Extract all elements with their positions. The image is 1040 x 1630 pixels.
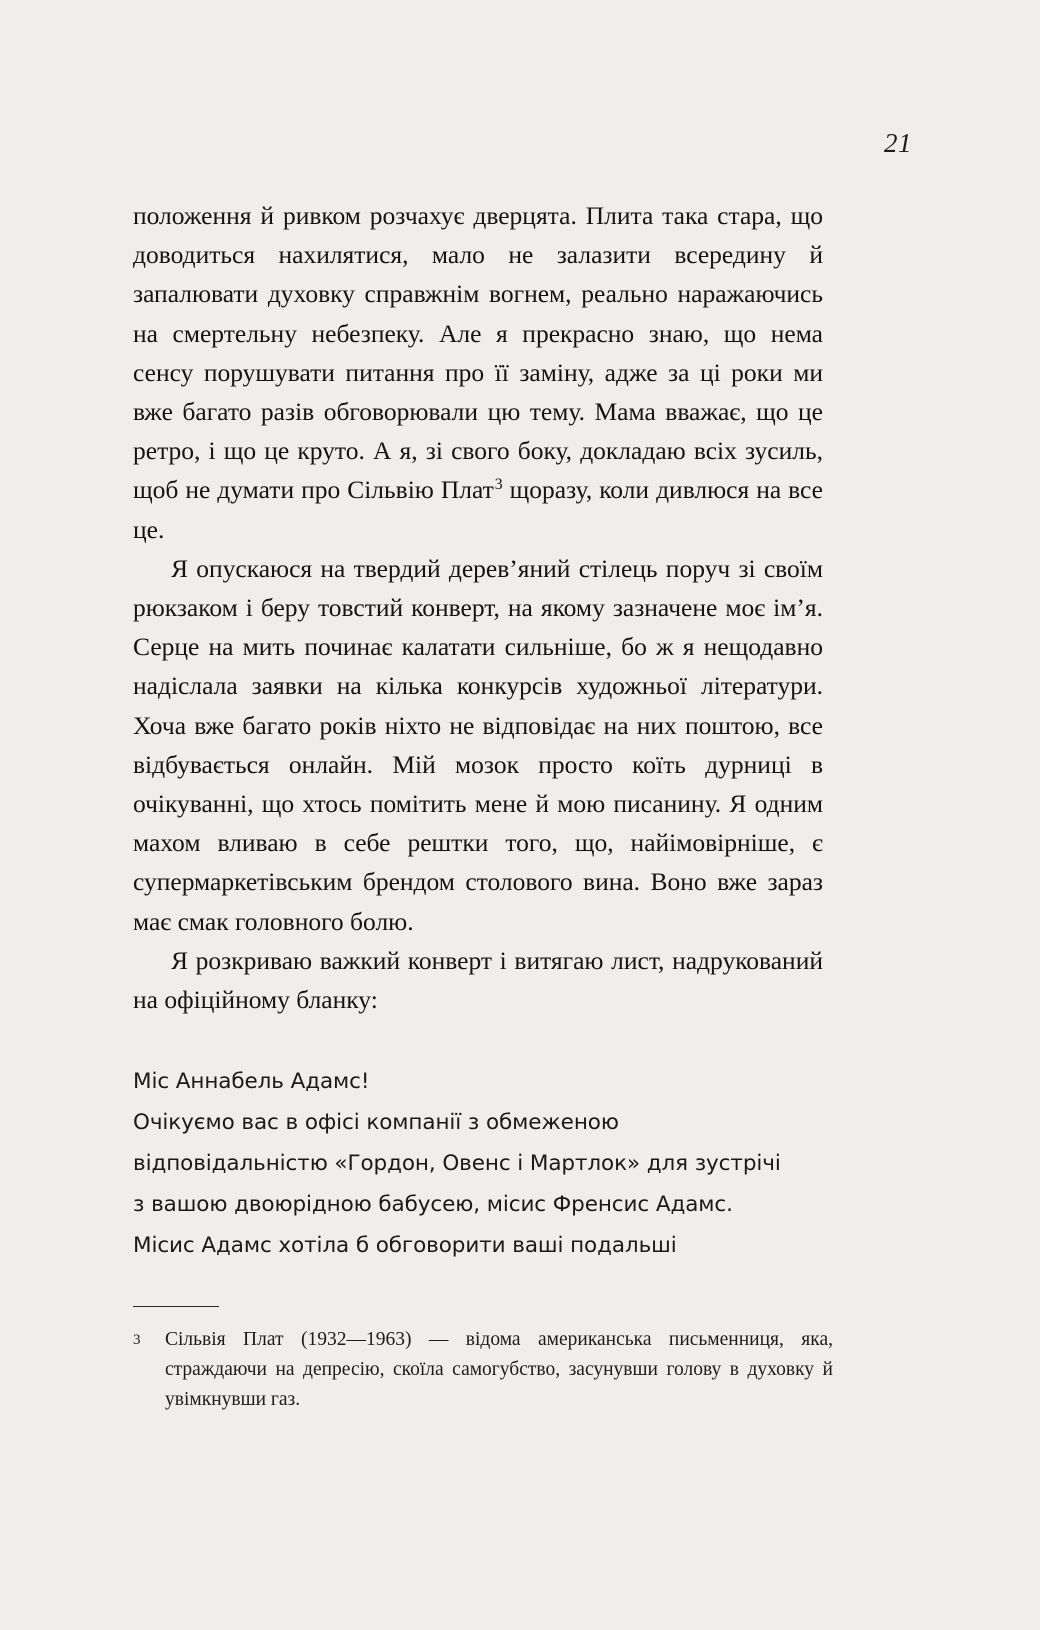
paragraph-3: Я розкриваю важкий конверт і витягаю лист, надрукований на офіційному бланку:: [133, 945, 823, 1015]
paragraph-2: Я опускаюся на твердий дерев’яний стілець поруч зі своїм рюкзаком і беру товстий конверт, на якому зазначене моє ім’я. Серце на мить починає калатати сильніше, бо ж я нещодавно надіслала заявки на кілька конкурсів художньої літератури. Хоча вже багато років ніхто не відповідає на них поштою, все відбувається онлайн. Мій мозок просто коїть дурниці в очікуванні, що хтось помітить мене й мою писанину. Я одним махом вливаю в себе рештки того, що, найімовірніше, є супермаркетівським брендом столового вина. Воно вже зараз має смак головного болю.: [133, 553, 823, 936]
page-number: 21: [884, 128, 912, 158]
footnote-divider: [133, 1306, 219, 1307]
footnote-row: [133, 1325, 833, 1415]
footnote-marker: 3: [133, 1332, 141, 1348]
paragraph-1: [133, 196, 823, 549]
letter-body: Очікуємо вас в офісі компанії з обмеженою відповідальністю «Гордон, Овенс і Мартлок» для зустрічі з вашою двоюрідною бабусею, місис Френсис Адамс. Місис Адамс хотіла б обговорити ваші подальші: [133, 1110, 781, 1259]
footnote-area: [133, 1306, 833, 1415]
letter-block: [133, 1061, 793, 1266]
paragraph-1-tail: щоразу, коли дивлюся на все це.: [133, 475, 823, 544]
footnote-reference[interactable]: 3: [494, 475, 503, 493]
page-body: [133, 196, 823, 1266]
footnote-text: Сільвія Плат (1932—1963) — відома американська письменниця, яка, страждаючи на депресію, скоїла самогубство, засунувши голову в духовку й увімкнувши газ.: [165, 1329, 833, 1410]
paragraph-1-text: положення й ривком розчахує дверцята. Плита така стара, що доводиться нахилятися, мало не залазити всередину й запалювати духовку справжнім вогнем, реально наражаючись на смертельну небезпеку. Але я прекрасно знаю, що нема сенсу порушувати питання про її заміну, адже за ці роки ми вже багато разів обговорювали цю тему. Мама вважає, що це ретро, і що це круто. А я, зі свого боку, докладаю всіх зусиль, щоб не думати про Сільвію Плат: [133, 201, 823, 505]
letter-salutation: Міс Аннабель Адамс!: [133, 1069, 370, 1095]
